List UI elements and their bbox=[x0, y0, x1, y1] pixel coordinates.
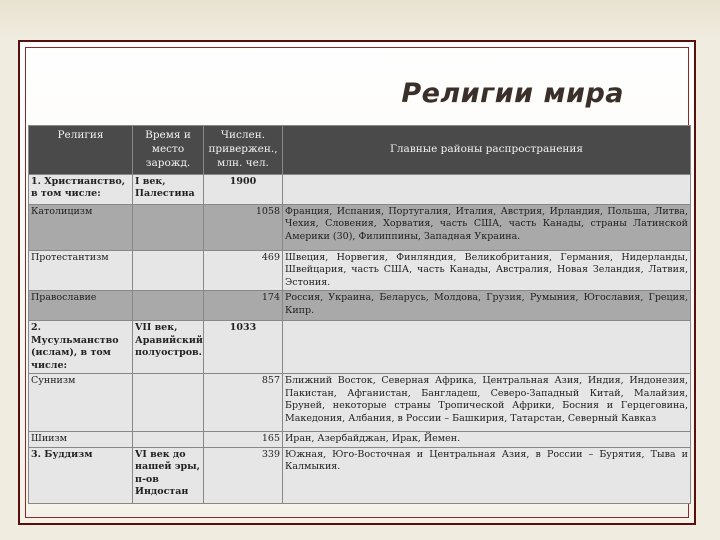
cell-areas: Швеция, Норвегия, Финляндия, Великобритания, Германия, Нидерланды, Швейцария, часть США, часть Канады, Австралия, Новая Зеландия, Латвия, Эстония. bbox=[283, 250, 691, 291]
cell-areas bbox=[283, 321, 691, 374]
cell-origin: VI век до нашей эры, п-ов Индостан bbox=[133, 447, 204, 503]
cell-religion: Шиизм bbox=[29, 432, 133, 448]
cell-religion: 1. Христианство, в том числе: bbox=[29, 174, 133, 204]
cell-areas: Франция, Испания, Португалия, Италия, Австрия, Ирландия, Польша, Литва, Чехия, Словения, Хорватия, часть США, часть Канады, страны Латинской Америки (30), Филиппины, Западная Украина. bbox=[283, 204, 691, 250]
cell-origin bbox=[133, 250, 204, 291]
cell-origin bbox=[133, 291, 204, 321]
table-row bbox=[29, 204, 691, 250]
cell-religion: Православие bbox=[29, 291, 133, 321]
cell-origin bbox=[133, 204, 204, 250]
table-row bbox=[29, 291, 691, 321]
cell-religion: 3. Буддизм bbox=[29, 447, 133, 503]
header-followers: Числен. привержен., млн. чел. bbox=[204, 126, 283, 175]
cell-followers: 1058 bbox=[204, 204, 283, 250]
table-row bbox=[29, 174, 691, 204]
cell-religion: Суннизм bbox=[29, 374, 133, 432]
slide-title: Религии мира bbox=[401, 78, 624, 109]
cell-religion: Протестантизм bbox=[29, 250, 133, 291]
header-origin: Время и место зарожд. bbox=[133, 126, 204, 175]
header-areas: Главные районы распространения bbox=[283, 126, 691, 175]
cell-followers: 174 bbox=[204, 291, 283, 321]
cell-followers: 165 bbox=[204, 432, 283, 448]
cell-areas: Иран, Азербайджан, Ирак, Йемен. bbox=[283, 432, 691, 448]
cell-religion: Католицизм bbox=[29, 204, 133, 250]
header-religion: Религия bbox=[29, 126, 133, 175]
slide-top-band bbox=[0, 0, 720, 40]
cell-areas bbox=[283, 174, 691, 204]
table-header-row bbox=[29, 126, 691, 175]
cell-areas: Россия, Украина, Беларусь, Молдова, Грузия, Румыния, Югославия, Греция, Кипр. bbox=[283, 291, 691, 321]
cell-origin bbox=[133, 374, 204, 432]
cell-followers: 1033 bbox=[204, 321, 283, 374]
cell-origin: I век, Палестина bbox=[133, 174, 204, 204]
cell-religion: 2. Мусульманство (ислам), в том числе: bbox=[29, 321, 133, 374]
table-row bbox=[29, 432, 691, 448]
table-row bbox=[29, 250, 691, 291]
cell-areas: Ближний Восток, Северная Африка, Центральная Азия, Индия, Индонезия, Пакистан, Афганистан, Бангладеш, Северо-Западный Китай, Малайзия, Бруней, некоторые страны Тропической Африки, Босния и Герцеговина, Македония, Албания, в России – Башкирия, Татарстан, Северный Кавказ bbox=[283, 374, 691, 432]
cell-followers: 857 bbox=[204, 374, 283, 432]
cell-followers: 469 bbox=[204, 250, 283, 291]
cell-origin: VII век, Аравийский полуостров. bbox=[133, 321, 204, 374]
cell-origin bbox=[133, 432, 204, 448]
religions-table bbox=[28, 125, 691, 504]
cell-followers: 339 bbox=[204, 447, 283, 503]
cell-followers: 1900 bbox=[204, 174, 283, 204]
table-row bbox=[29, 447, 691, 503]
cell-areas: Южная, Юго-Восточная и Центральная Азия, в России – Бурятия, Тыва и Калмыкия. bbox=[283, 447, 691, 503]
table-row bbox=[29, 374, 691, 432]
table-row bbox=[29, 321, 691, 374]
